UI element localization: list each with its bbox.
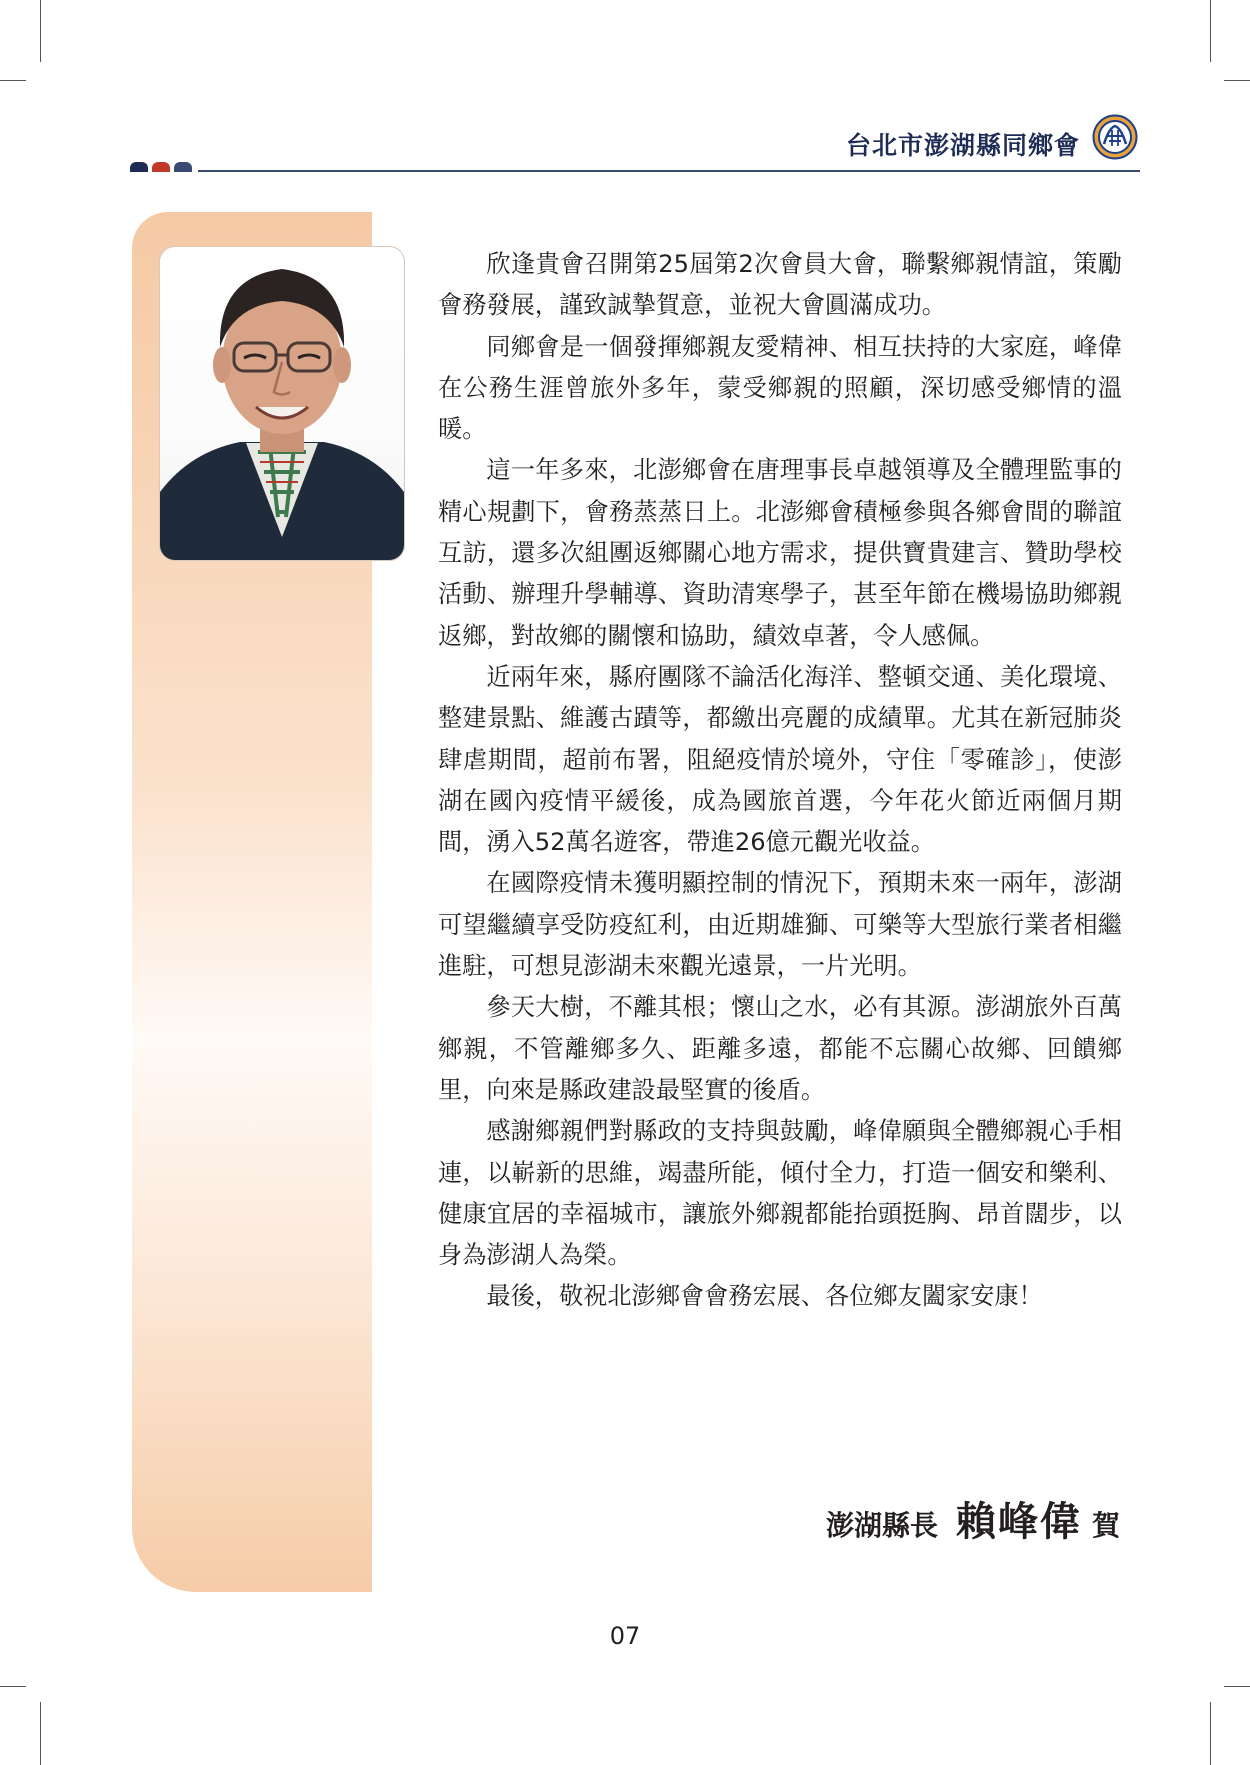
article-paragraph: 參天大樹，不離其根；懷山之水，必有其源。澎湖旅外百萬鄉親，不管離鄉多久、距離多遠，都能不忘關心故鄉、回饋鄉里，向來是縣政建設最堅實的後盾。 (438, 993, 1122, 1104)
crop-mark-tr-h (1224, 80, 1250, 81)
crop-mark-bl-h (0, 1686, 26, 1687)
crop-mark-br-v (1210, 1702, 1211, 1765)
header-rule (198, 170, 1140, 172)
decor-mark-slate (174, 162, 192, 172)
header-title: 台北市澎湖縣同鄉會 (845, 131, 1080, 160)
signature-suffix: 賀 (1091, 1509, 1120, 1542)
article-paragraph: 欣逢貴會召開第25屆第2次會員大會，聯繫鄉親情誼，策勵會務發展，謹致誠摯賀意，並祝大會圓滿成功。 (438, 250, 1122, 320)
article-body (438, 244, 1122, 1318)
crop-mark-tr-v (1210, 0, 1211, 62)
crop-mark-br-h (1224, 1686, 1250, 1687)
decor-mark-red (152, 162, 170, 172)
signature-name: 賴峰偉 (955, 1498, 1082, 1545)
article-paragraph: 最後，敬祝北澎鄉會會務宏展、各位鄉友闔家安康！ (486, 1282, 1043, 1311)
crop-mark-tl-v (40, 0, 41, 62)
signature (826, 1490, 1120, 1547)
association-emblem-icon (1092, 114, 1138, 160)
article-paragraph: 同鄉會是一個發揮鄉親友愛精神、相互扶持的大家庭，峰偉在公務生涯曾旅外多年，蒙受鄉親的照顧，深切感受鄉情的溫暖。 (438, 332, 1122, 444)
crop-mark-tl-h (0, 80, 26, 81)
portrait-photo (159, 246, 405, 561)
crop-mark-bl-v (40, 1702, 41, 1765)
page-number: 07 (609, 1622, 641, 1650)
article-paragraph: 這一年多來，北澎鄉會在唐理事長卓越領導及全體理監事的精心規劃下，會務蒸蒸日上。北澎鄉會積極參與各鄉會間的聯誼互訪，還多次組團返鄉關心地方需求，提供寶貴建言、贊助學校活動、辦理升學輔導、資助清寒學子，甚至年節在機場協助鄉親返鄉，對故鄉的關懷和協助，績效卓著，令人感佩。 (438, 456, 1122, 650)
decor-mark-navy (130, 162, 148, 172)
article-paragraph: 在國際疫情未獲明顯控制的情況下，預期未來一兩年，澎湖可望繼續享受防疫紅利，由近期雄獅、可樂等大型旅行業者相繼進駐，可想見澎湖未來觀光遠景，一片光明。 (438, 869, 1122, 981)
signature-title: 澎湖縣長 (825, 1509, 938, 1542)
article-paragraph: 感謝鄉親們對縣政的支持與鼓勵，峰偉願與全體鄉親心手相連，以嶄新的思維，竭盡所能，傾付全力，打造一個安和樂利、健康宜居的幸福城市，讓旅外鄉親都能抬頭挺胸、昂首闊步，以身為澎湖人為榮。 (438, 1117, 1122, 1270)
article-paragraph: 近兩年來，縣府團隊不論活化海洋、整頓交通、美化環境、整建景點、維護古蹟等，都繳出亮麗的成績單。尤其在新冠肺炎肆虐期間，超前布署，阻絕疫情於境外，守住「零確診」，使澎湖在國內疫情平緩後，成為國旅首選，今年花火節近兩個月期間，湧入52萬名遊客，帶進26億元觀光收益。 (438, 662, 1122, 857)
